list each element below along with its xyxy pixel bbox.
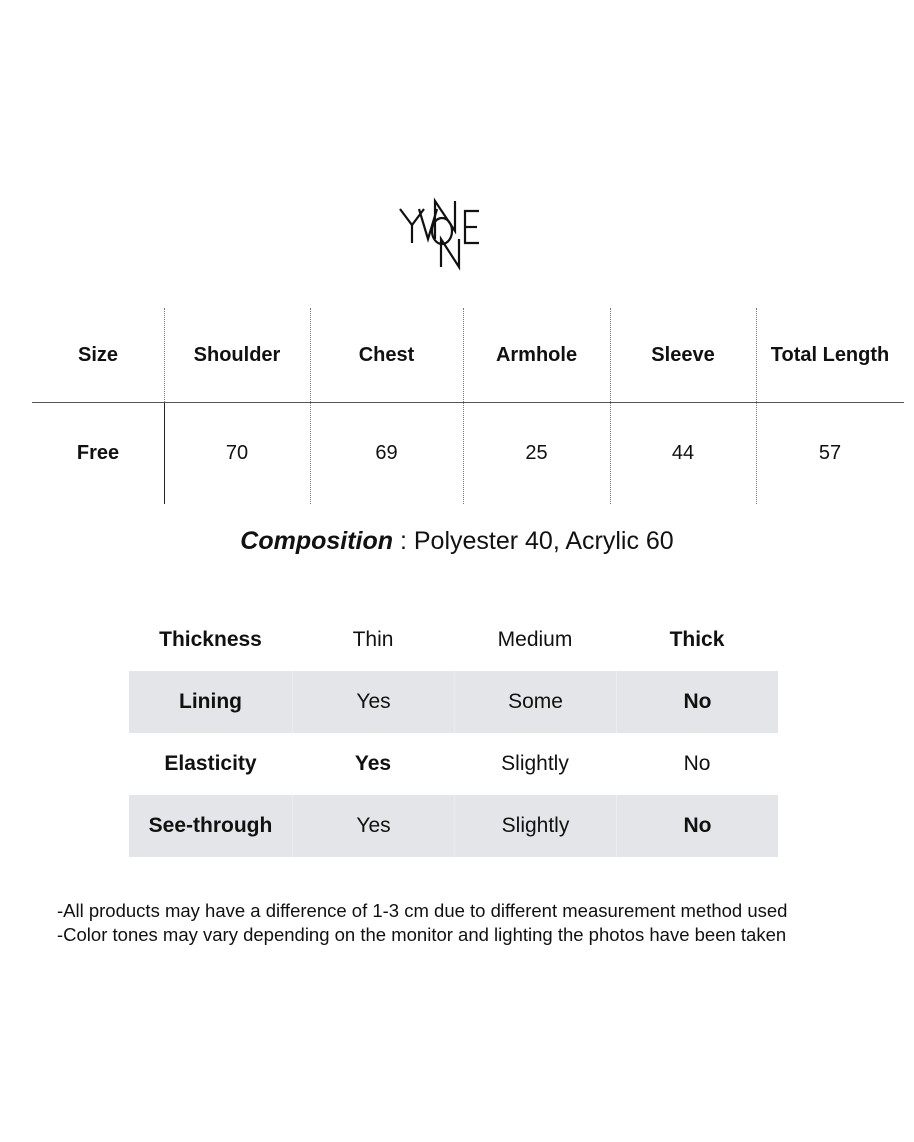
property-option: Slightly: [454, 795, 616, 857]
property-label: See-through: [148, 814, 273, 837]
brand-logo: [395, 195, 515, 271]
composition-separator: :: [393, 527, 414, 555]
property-label: Elasticity: [164, 752, 257, 775]
size-table-row-free: [32, 403, 904, 504]
column-divider: [756, 308, 757, 504]
fabric-properties-table: [129, 609, 778, 857]
header-chest: Chest: [358, 344, 415, 366]
note-measurement: -All products may have a difference of 1-3 cm due to different measurement method used: [57, 900, 788, 921]
property-option: Thin: [352, 628, 394, 651]
property-option: No: [683, 752, 711, 775]
property-option: Some: [454, 671, 616, 733]
property-label: Thickness: [159, 628, 262, 651]
disclaimer-notes: [57, 899, 787, 947]
property-row-elasticity: [129, 733, 778, 795]
header-size: Size: [77, 344, 119, 366]
header-total-length: Total Length: [770, 344, 890, 366]
header-divider: [32, 402, 904, 403]
cell-armhole: 25: [525, 442, 548, 464]
size-table: [32, 308, 904, 504]
property-row-see-through: [129, 795, 778, 857]
column-divider: [610, 308, 611, 504]
property-option-selected: No: [616, 795, 778, 857]
column-divider: [463, 308, 464, 504]
composition-value: Polyester 40, Acrylic 60: [413, 527, 674, 555]
header-shoulder: Shoulder: [193, 344, 281, 366]
size-table-header-row: [32, 308, 904, 403]
property-label: Lining: [179, 690, 242, 713]
header-sleeve: Sleeve: [651, 344, 715, 366]
cell-shoulder: 70: [225, 442, 249, 464]
property-row-thickness: [129, 609, 778, 671]
property-option-selected: Thick: [669, 628, 725, 651]
property-option: Yes: [292, 671, 454, 733]
cell-total-length: 57: [818, 442, 842, 464]
property-option: Medium: [497, 628, 573, 651]
note-color: -Color tones may vary depending on the monitor and lighting the photos have been taken: [57, 924, 787, 945]
property-row-lining: [129, 671, 778, 733]
cell-sleeve: 44: [671, 442, 695, 464]
header-armhole: Armhole: [495, 344, 578, 366]
column-divider: [310, 308, 311, 504]
yvonne-monogram-logo-icon: [395, 195, 515, 271]
property-option: Slightly: [501, 752, 569, 775]
column-divider-solid: [164, 403, 165, 504]
composition-line: [0, 527, 914, 556]
property-option: Yes: [292, 795, 454, 857]
cell-size: Free: [76, 442, 120, 464]
cell-chest: 69: [375, 442, 398, 464]
property-option-selected: No: [616, 671, 778, 733]
property-option-selected: Yes: [354, 752, 392, 775]
composition-label: Composition: [240, 527, 394, 555]
